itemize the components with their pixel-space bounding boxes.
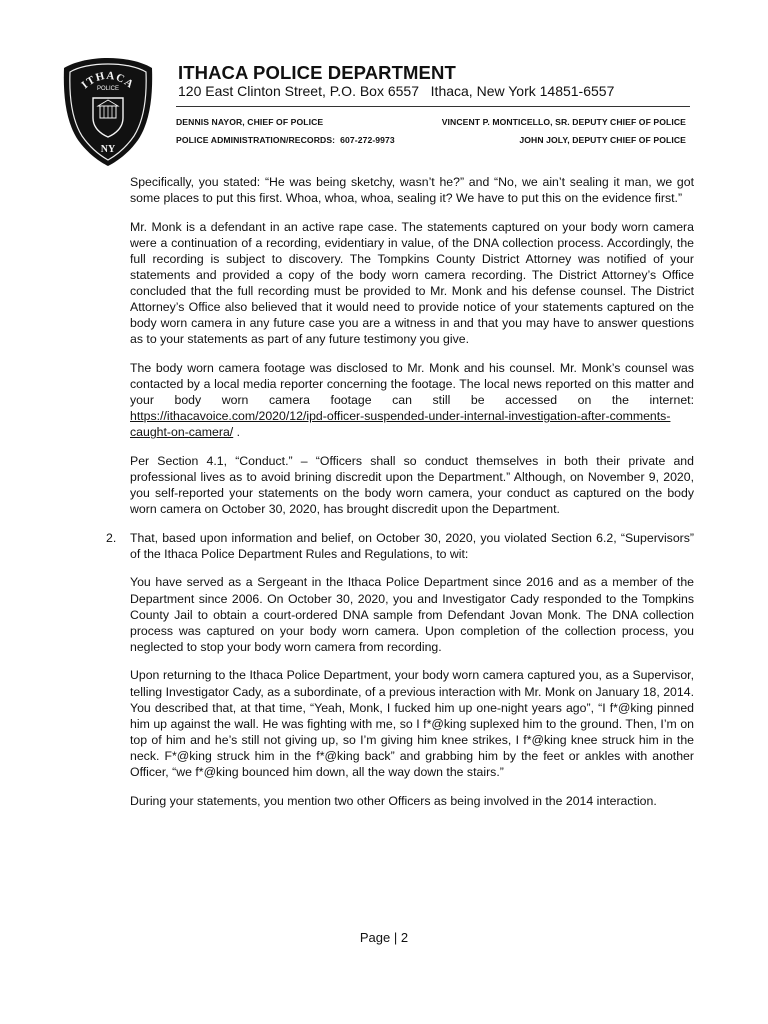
- paragraph-footage-text: The body worn camera footage was disclosed to Mr. Monk and his counsel. Mr. Monk’s counsel was contacted by a local media reporter concerning the footage. The local news reported on this matter and your body worn camera footage can still be accessed on the internet:: [130, 360, 694, 408]
- svg-text:ITHACA: ITHACA: [79, 69, 137, 92]
- sr-deputy-chief: VINCENT P. MONTICELLO, SR. DEPUTY CHIEF OF POLICE: [441, 117, 686, 127]
- admin-records-phone: POLICE ADMINISTRATION/RECORDS: 607-272-9973: [176, 135, 395, 145]
- header-divider: [176, 106, 690, 107]
- paragraph-other-officers: During your statements, you mention two other Officers as being involved in the 2014 interaction.: [130, 793, 657, 808]
- news-article-link[interactable]: https://ithacavoice.com/2020/12/ipd-officer-suspended-under-internal-investigation-after-comments-caught-on-camera/: [130, 409, 671, 440]
- svg-text:POLICE: POLICE: [96, 86, 120, 92]
- paragraph-footage-disclosed: [130, 360, 694, 440]
- paragraph-sergeant-service: You have served as a Sergeant in the Ithaca Police Department since 2016 and as a member of the Department since 2006. On October 30, 2020, you and Investigator Cady responded to the Tompkins County Jail to obtain a court-ordered DNA sample from Defendant Jovan Monk. The DNA collection process was captured on your body worn camera. Upon completion of the collection process, you neglected to stop your body worn camera from recording.: [130, 575, 694, 654]
- paragraph-quoted-statements: Specifically, you stated: “He was being sketchy, wasn’t he?” and “No, we ain’t sealing it man, we got some places to put this first. Whoa, whoa, whoa, sealing it? We have to put this on the evidence first.”: [130, 175, 694, 206]
- paragraph-supervisor-statements: Upon returning to the Ithaca Police Department, your body worn camera captured you, as a Supervisor, telling Investigator Cady, as a subordinate, of a previous interaction with Mr. Monk on January 18, 2014. You described that, at that time, “Yeah, Monk, I fucked him up one-night years ago”, “I f*@king pinned him up against the wall. He was fighting with me, so I f*@king suplexed him to the ground. Then, I’m on top of him and he’s still not giving up, so I’m giving him knee strikes, I f*@king knee struck him in the neck. F*@king struck him in the f*@king back” and grabbing him by the feet or ankles with another Officer, “we f*@king bounced him down, all the way down the stairs.”: [130, 668, 694, 779]
- item-number: 2.: [106, 530, 117, 545]
- chief-of-police: DENNIS NAYOR, CHIEF OF POLICE: [176, 117, 324, 127]
- numbered-item-2: [106, 530, 694, 562]
- department-name: ITHACA POLICE DEPARTMENT: [178, 62, 456, 83]
- police-badge-seal: [60, 56, 156, 168]
- page-number: Page | 2: [359, 930, 409, 945]
- letter-body: [106, 174, 694, 821]
- svg-text:NY: NY: [100, 144, 116, 155]
- deputy-chief: JOHN JOLY, DEPUTY CHIEF OF POLICE: [519, 135, 686, 145]
- item-2-text: That, based upon information and belief, on October 30, 2020, you violated Section 6.2, “Supervisors” of the Ithaca Police Department Rules and Regulations, to wit:: [130, 530, 694, 561]
- department-address: 120 East Clinton Street, P.O. Box 6557 Ithaca, New York 14851-6557: [178, 83, 615, 99]
- paragraph-active-case: Mr. Monk is a defendant in an active rape case. The statements captured on your body worn camera were a continuation of a recording, evidentiary in value, of the DNA collection process. Accordingly, the full recording is subject to discovery. The Tompkins County District Attorney was notified of your statements and provided a copy of the body worn camera recording. The District Attorney’s Office concluded that the full recording must be provided to Mr. Monk and his defense counsel. The District Attorney’s Office also believed that it would need to provide notice of your statements captured on the body worn camera in any future case you are a witness in and that you may have to answer questions as to your statements as part of any future testimony you give.: [130, 219, 694, 347]
- paragraph-section-4-1: Per Section 4.1, “Conduct.” – “Officers shall so conduct themselves in both their private and professional lives as to avoid brining discredit upon the Department.” Although, on November 9, 2020, you self-reported your statements on the body worn camera, your conduct as captured on the body worn camera on October 30, 2020, has brought discredit upon the Department.: [130, 453, 694, 517]
- paragraph-footage-end: .: [233, 425, 241, 440]
